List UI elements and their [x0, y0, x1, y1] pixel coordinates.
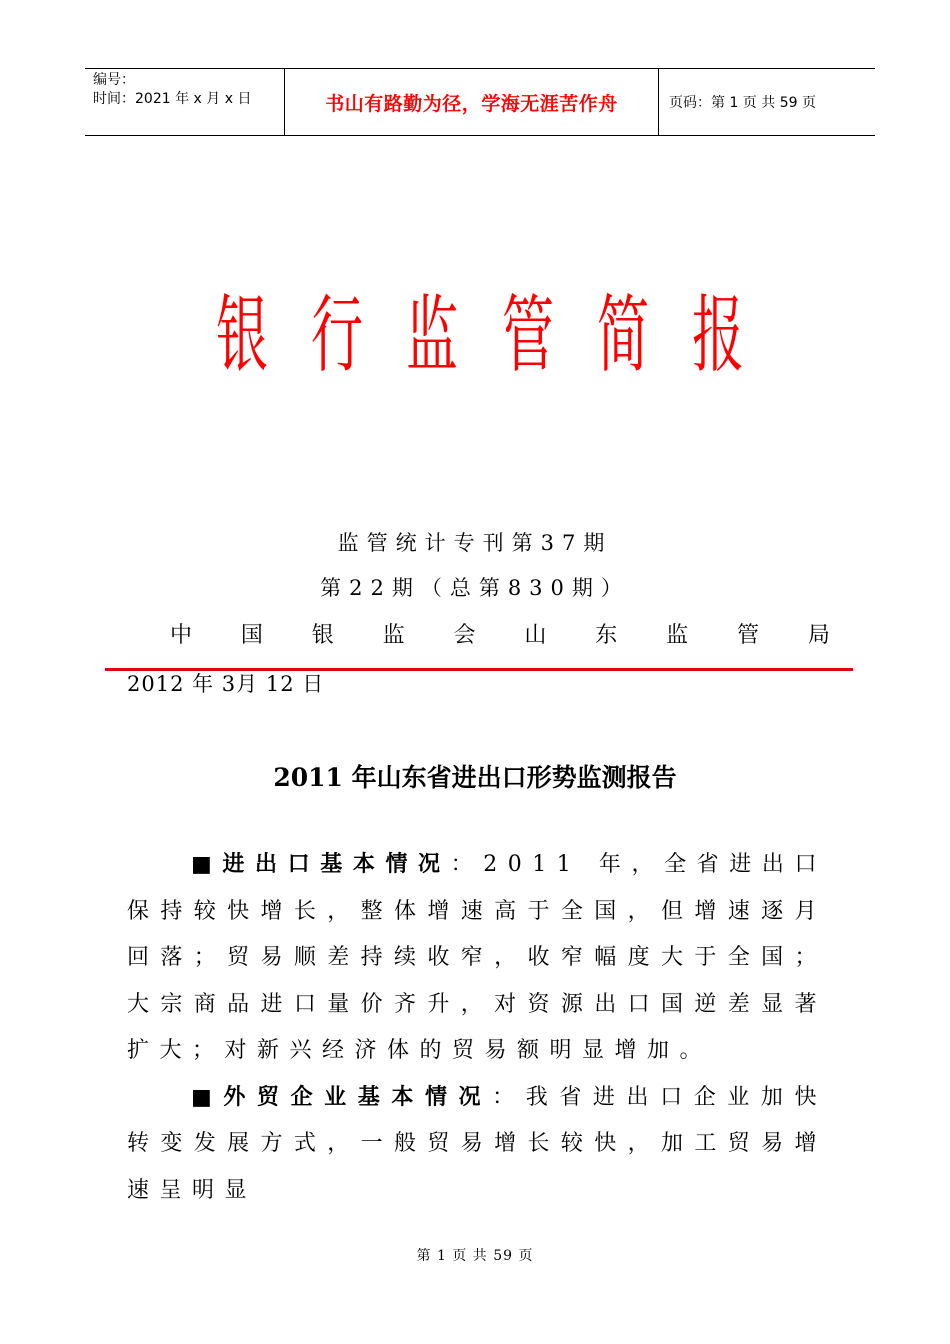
- page-footer: 第 1 页 共 59 页: [416, 1248, 534, 1264]
- issuer-char: 东: [595, 623, 618, 648]
- paragraph-lead: 外贸企业基本情况: [223, 1084, 493, 1110]
- masthead-char: 管: [501, 286, 554, 384]
- issuer-char: 中: [170, 623, 193, 648]
- page-info-cell: [659, 69, 875, 135]
- paragraph-text: ：我省进出口企业加快转变发展方式，一般贸易增长较快，加工贸易增速呈明显: [127, 1084, 827, 1203]
- masthead-char: 监: [406, 286, 459, 384]
- issuer-char: 局: [807, 623, 830, 648]
- issuer-char: 山: [524, 623, 547, 648]
- page-info: 页码：第 1 页 共 59 页: [669, 95, 816, 111]
- issue-number-line: 第22期（总第830期）: [320, 576, 630, 600]
- bullet-square-icon: ■: [191, 1084, 224, 1110]
- report-body: [127, 842, 827, 1214]
- paragraph-lead: 进出口基本情况: [222, 852, 451, 877]
- number-label: 编号：: [93, 72, 135, 88]
- header-table: [85, 68, 875, 136]
- paragraph: [127, 842, 827, 1075]
- masthead-char: 银: [215, 286, 269, 384]
- issuer-line: [170, 618, 830, 649]
- masthead-char: 报: [691, 286, 744, 384]
- report-title: 2011 年山东省进出口形势监测报告: [273, 763, 677, 792]
- issuer-char: 国: [240, 623, 263, 648]
- paragraph: [127, 1075, 827, 1215]
- issuer-char: 银: [311, 623, 334, 648]
- special-issue-line: 监管统计专刊第37期: [337, 531, 613, 555]
- bullet-square-icon: ■: [191, 852, 223, 877]
- time-label: 时间：2021 年 x 月 x 日: [93, 91, 252, 107]
- masthead-char: 简: [596, 286, 649, 384]
- paragraph-text: ：2011 年，全省进出口保持较快增长，整体增速高于全国，但增速逐月回落；贸易顺差持续收窄，收窄幅度大于全国；大宗商品进口量价齐升，对资源出口国逆差显著扩大；对新兴经济体的贸易额明显增加。: [127, 852, 827, 1063]
- masthead-title: [200, 275, 760, 395]
- issuer-char: 监: [382, 623, 405, 648]
- motto-cell: [285, 69, 659, 135]
- masthead-char: 行: [311, 286, 364, 384]
- issuer-char: 管: [737, 623, 760, 648]
- header-meta-cell: [85, 69, 285, 135]
- motto-text: 书山有路勤为径，学海无涯苦作舟: [325, 92, 618, 115]
- issuer-char: 会: [453, 623, 476, 648]
- issuer-char: 监: [666, 623, 689, 648]
- issue-date: 2012 年 3月 12 日: [127, 672, 325, 696]
